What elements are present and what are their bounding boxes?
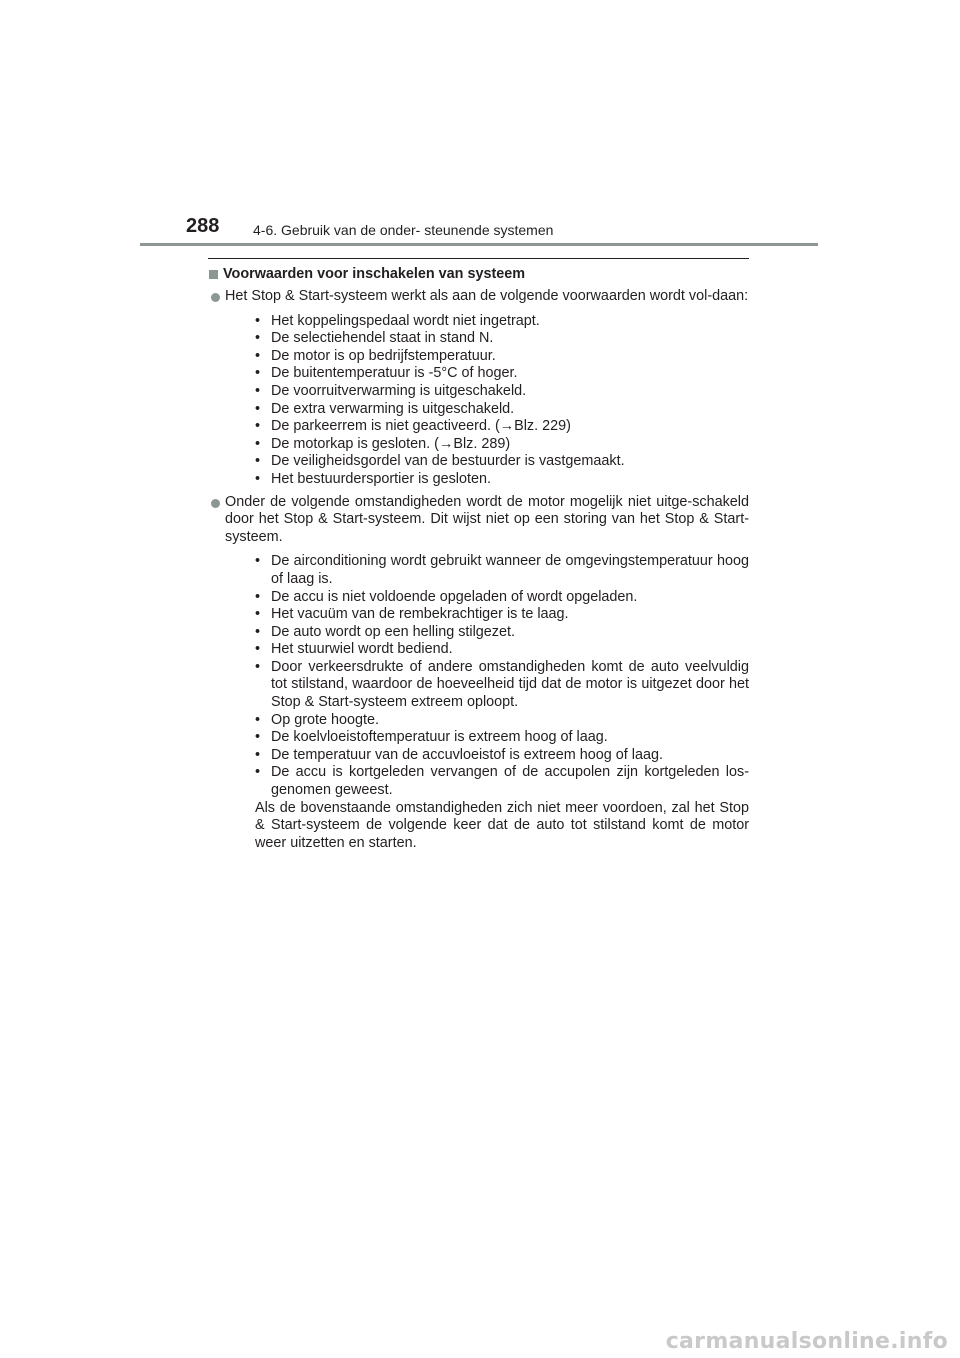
dot-bullet-icon: • bbox=[255, 606, 261, 623]
dot-bullet-icon: • bbox=[255, 365, 261, 382]
watermark-text: carmanualsonline.info bbox=[665, 1328, 948, 1354]
list-item: • De koelvloeistoftemperatuur is extreem hoog of laag. bbox=[255, 729, 608, 746]
dot-bullet-icon: • bbox=[255, 764, 261, 781]
bullet-conditions bbox=[208, 288, 749, 489]
list-item: • De parkeerrem is niet geactiveerd. (→Blz. 229) bbox=[255, 418, 571, 435]
square-bullet-icon bbox=[209, 270, 218, 279]
section-heading-text: Voorwaarden voor inschakelen van systeem bbox=[223, 266, 526, 282]
list-item: • De airconditioning wordt gebruikt wanneer de omgevingstemperatuur hoog of laag is. bbox=[255, 553, 749, 587]
list-item: • De auto wordt op een helling stilgezet. bbox=[255, 623, 515, 640]
list-item: • Het vacuüm van de rembekrachtiger is te laag. bbox=[255, 606, 569, 623]
page-header bbox=[0, 0, 960, 250]
section-divider bbox=[208, 258, 749, 259]
list-item: • De accu is kortgeleden vervangen of de accupolen zijn kortgeleden los-genomen geweest. bbox=[255, 764, 749, 799]
dot-bullet-icon: • bbox=[255, 453, 261, 470]
dot-bullet-icon: • bbox=[255, 729, 261, 746]
list-item: • De buitentemperatuur is -5°C of hoger. bbox=[255, 365, 518, 382]
list-item: • De temperatuur van de accuvloeistof is extreem hoog of laag. bbox=[255, 746, 663, 763]
section-content bbox=[208, 258, 749, 852]
round-bullet-icon bbox=[211, 499, 220, 508]
list-item: • Het stuurwiel wordt bediend. bbox=[255, 641, 453, 658]
dot-bullet-icon: • bbox=[255, 658, 261, 675]
bullet-exceptions bbox=[208, 494, 749, 853]
dot-bullet-icon: • bbox=[255, 588, 261, 605]
header-divider bbox=[140, 243, 818, 246]
list-item: • Op grote hoogte. bbox=[255, 711, 380, 728]
round-bullet-icon bbox=[211, 293, 220, 302]
dot-bullet-icon: • bbox=[255, 400, 261, 417]
chapter-title: 4-6. Gebruik van de onder- steunende systemen bbox=[253, 222, 554, 238]
dot-bullet-icon: • bbox=[255, 330, 261, 347]
dot-bullet-icon: • bbox=[255, 347, 261, 364]
list-item: • Door verkeersdrukte of andere omstandigheden komt de auto veelvuldig tot stilstand, waardoor de hoeveelheid tijd dat de motor is uitgezet door het Stop & Start-systeem extreem oploopt. bbox=[255, 658, 749, 711]
page-number: 288 bbox=[186, 215, 220, 237]
dot-bullet-icon: • bbox=[255, 623, 261, 640]
list-item: • De voorruitverwarming is uitgeschakeld. bbox=[255, 382, 527, 399]
dot-bullet-icon: • bbox=[255, 711, 261, 728]
dot-bullet-icon: • bbox=[255, 418, 261, 435]
list-item: • De selectiehendel staat in stand N. bbox=[255, 330, 494, 347]
list-item: • De veiligheidsgordel van de bestuurder is vastgemaakt. bbox=[255, 453, 625, 470]
watermark bbox=[0, 1324, 960, 1358]
list-item: • De motorkap is gesloten. (→Blz. 289) bbox=[255, 435, 511, 452]
dot-bullet-icon: • bbox=[255, 435, 261, 452]
list-item: • Het bestuurdersportier is gesloten. bbox=[255, 470, 491, 487]
dot-bullet-icon: • bbox=[255, 382, 261, 399]
bullet-text: Onder de volgende omstandigheden wordt de motor mogelijk niet uitge-schakeld door het Stop & Start-systeem. Dit wijst niet op een storing van het Stop & Start-systeem. bbox=[225, 493, 749, 545]
list-item: • De accu is niet voldoende opgeladen of wordt opgeladen. bbox=[255, 588, 638, 605]
dot-bullet-icon: • bbox=[255, 641, 261, 658]
list-item: • De motor is op bedrijfstemperatuur. bbox=[255, 347, 496, 364]
exception-list bbox=[225, 553, 749, 799]
list-item: • Het koppelingspedaal wordt niet ingetrapt. bbox=[255, 312, 540, 329]
list-item: • De extra verwarming is uitgeschakeld. bbox=[255, 400, 515, 417]
dot-bullet-icon: • bbox=[255, 312, 261, 329]
bullet-text: Het Stop & Start-systeem werkt als aan de volgende voorwaarden wordt vol-daan: bbox=[225, 288, 749, 304]
dot-bullet-icon: • bbox=[255, 470, 261, 487]
section-heading bbox=[208, 266, 749, 283]
condition-list bbox=[225, 313, 749, 489]
dot-bullet-icon: • bbox=[255, 553, 261, 570]
closing-paragraph: Als de bovenstaande omstandigheden zich niet meer voordoen, zal het Stop & Start-systeem de volgende keer dat de auto tot stilstand komt de motor weer uitzetten en starten. bbox=[255, 799, 749, 851]
dot-bullet-icon: • bbox=[255, 746, 261, 763]
